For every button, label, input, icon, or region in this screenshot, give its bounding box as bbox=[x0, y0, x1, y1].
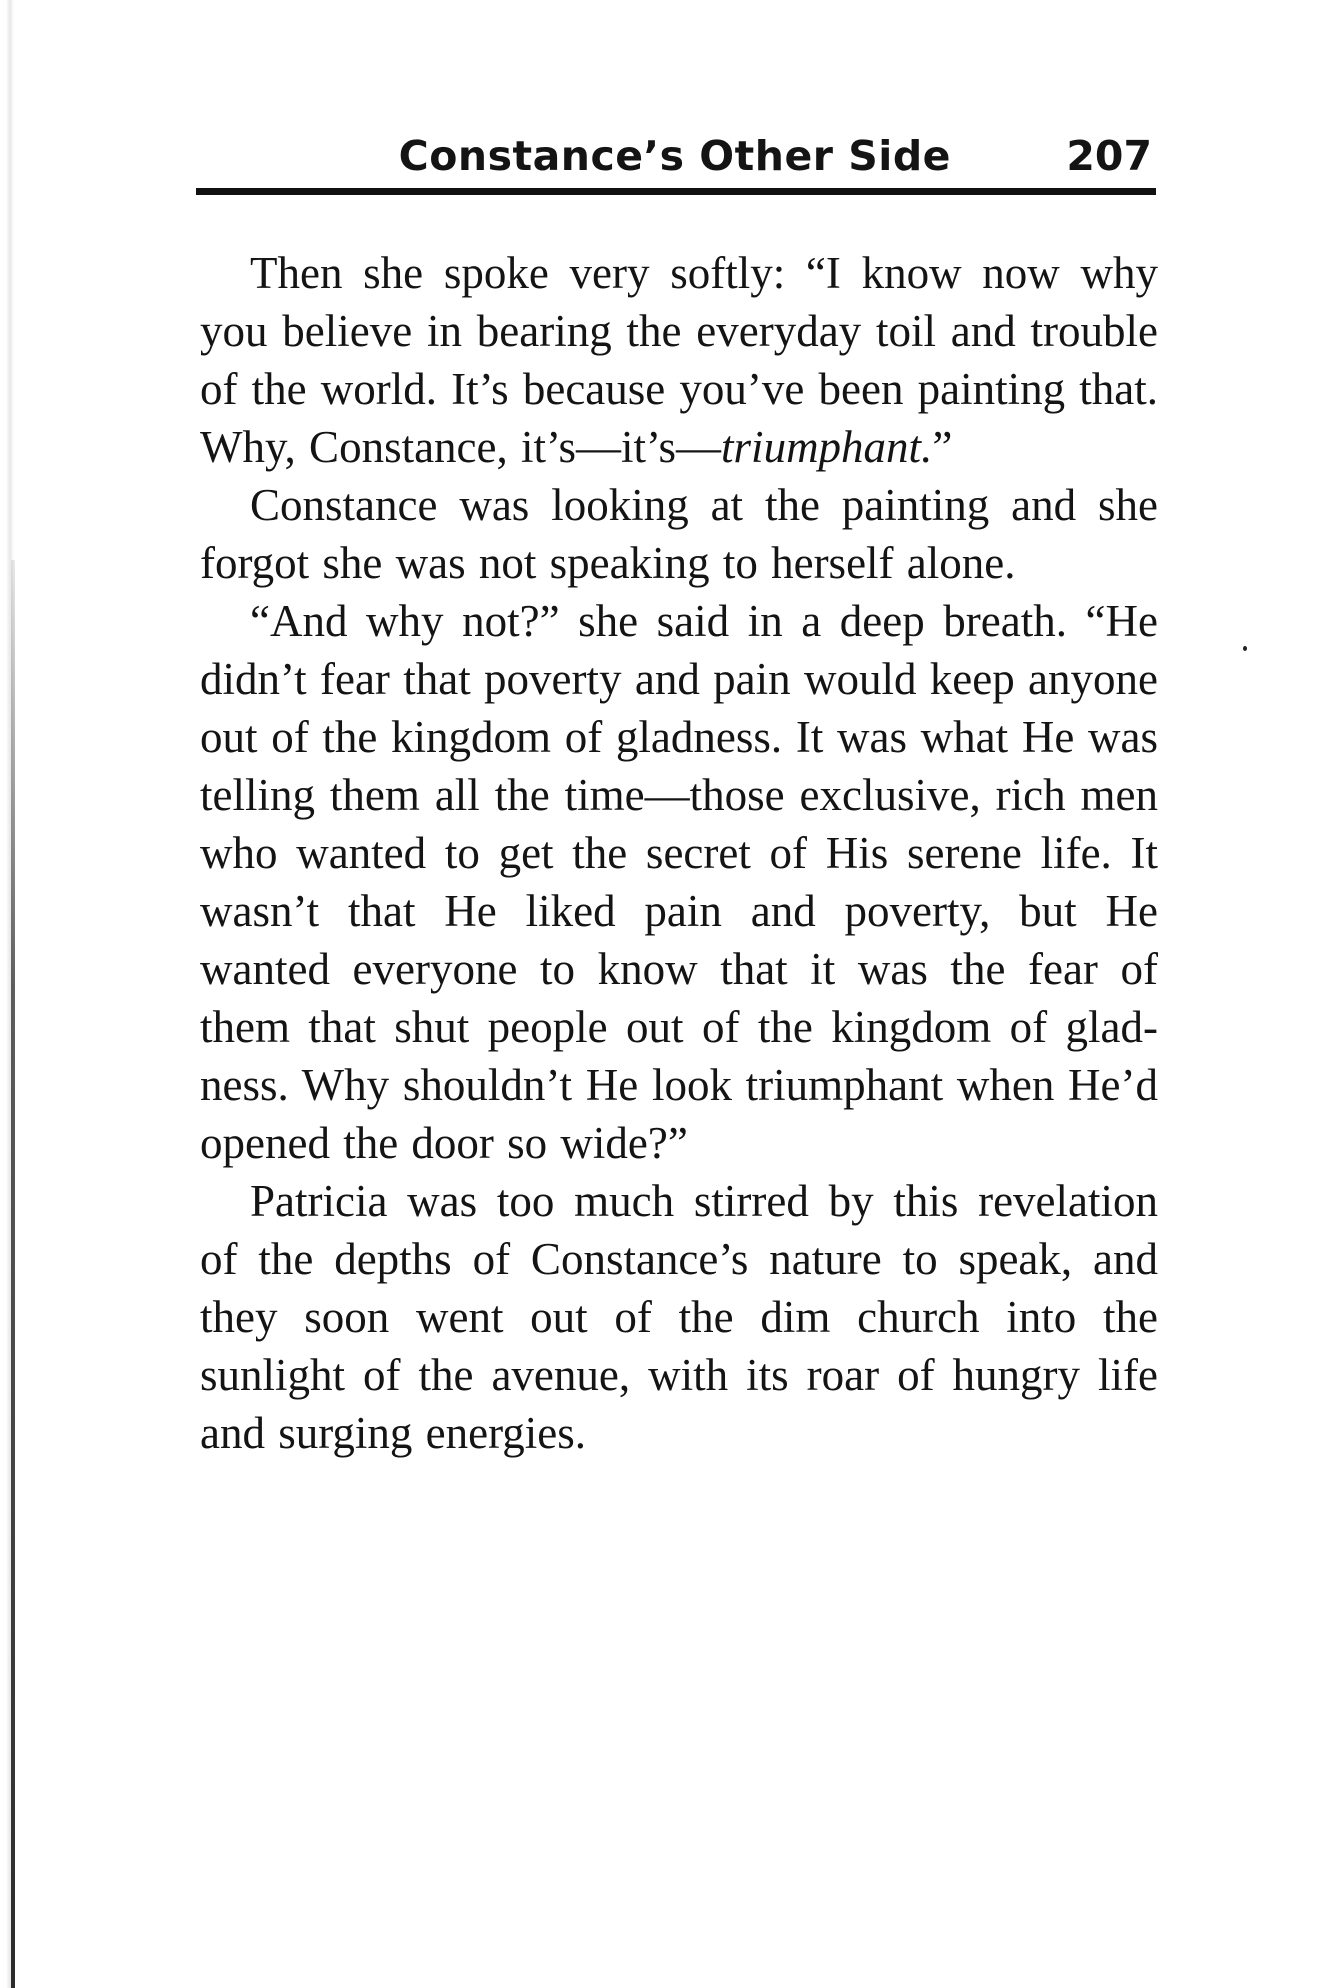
paragraph-1 bbox=[200, 244, 1158, 476]
running-head-title: Constance’s Other Side bbox=[398, 132, 951, 180]
scan-speck bbox=[1243, 646, 1247, 651]
paragraph-3-text: “And why not?” she said in a deep breath. “He didn’t fear that poverty and pain would keep anyone out of the kingdom of gladness. It was what He was telling them all the time—those exclusive, rich men who wanted to get the secret of His serene life. It wasn’t that He liked pain and poverty, but He wanted everyone to know that it was the fear of them that shut people out of the kingdom of gladness. Why shouldn’t He look triumphant when He’d opened the door so wide?” bbox=[200, 596, 1158, 1168]
body-text bbox=[200, 244, 1158, 1462]
paragraph-2-text: Constance was looking at the painting and she forgot she was not speaking to herself alone. bbox=[200, 480, 1158, 588]
binding-edge-line bbox=[11, 560, 15, 1988]
paragraph-2 bbox=[200, 476, 1158, 592]
paragraph-4 bbox=[200, 1172, 1158, 1462]
paragraph-4-text: Patricia was too much stirred by this revelation of the depths of Constance’s nature to speak, and they soon went out of the dim church into the sunlight of the avenue, with its roar of hungry life and surging energies. bbox=[200, 1176, 1158, 1458]
paragraph-1-text: Then she spoke very softly: “I know now why you believe in bearing the everyday toil and trouble of the world. It’s because you’ve been painting that. Why, Constance, it’s—it’s— bbox=[200, 248, 1158, 472]
header-rule bbox=[196, 188, 1156, 195]
binding-edge-shadow bbox=[0, 0, 34, 1988]
paragraph-1-closing-quote: ” bbox=[932, 422, 953, 472]
page-number: 207 bbox=[1066, 132, 1152, 180]
paragraph-3 bbox=[200, 592, 1158, 1172]
paragraph-1-emphasis: triumphant. bbox=[721, 422, 933, 472]
running-head bbox=[196, 128, 1156, 184]
